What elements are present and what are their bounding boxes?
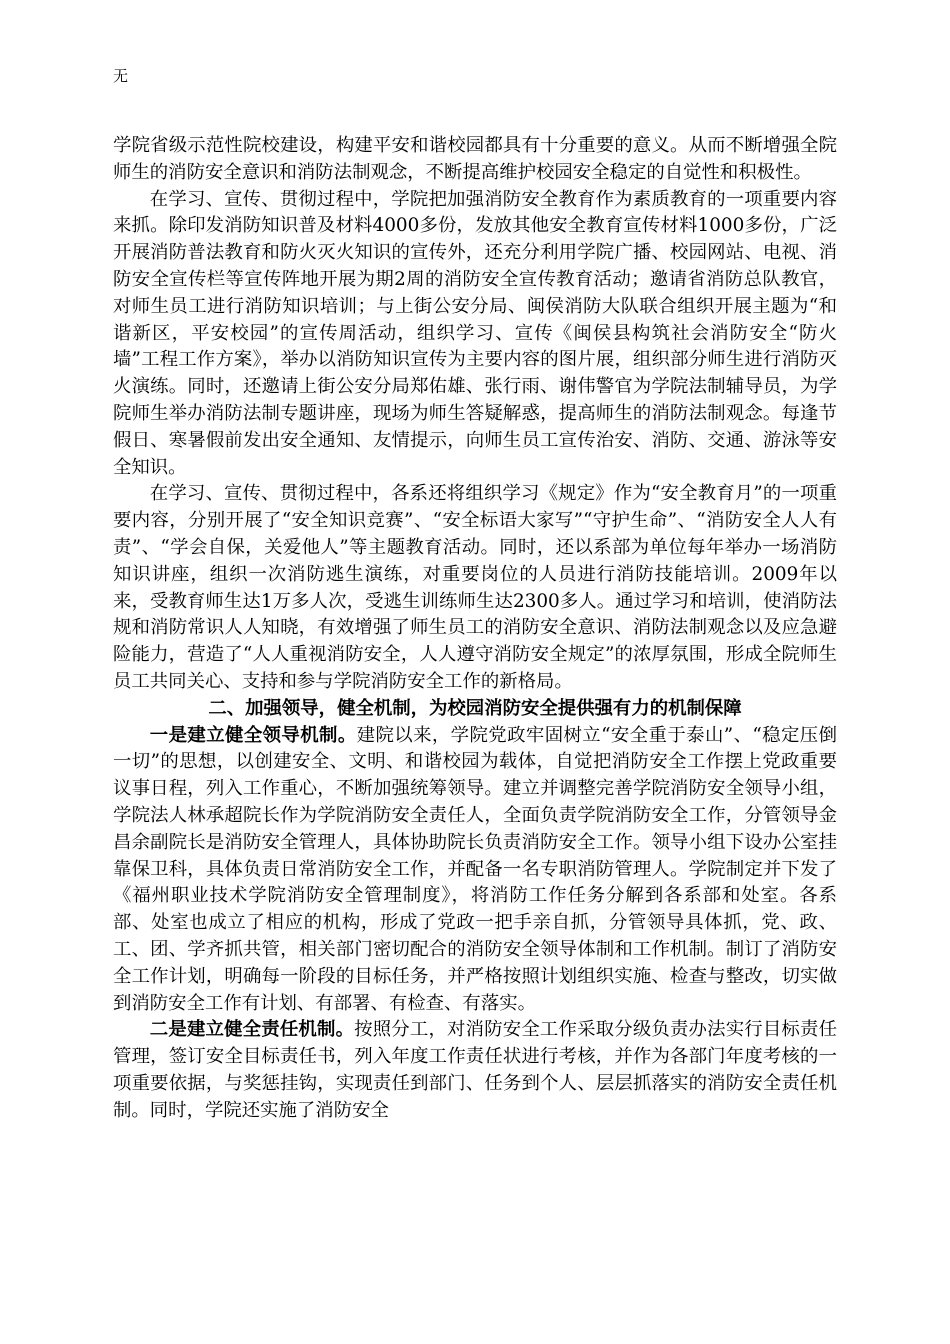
paragraph bbox=[113, 723, 837, 1018]
document-body bbox=[113, 133, 837, 1124]
paragraph bbox=[113, 1017, 837, 1124]
paragraph-lead: 一是建立健全领导机制。 bbox=[149, 724, 357, 746]
page-header: 无 bbox=[113, 67, 129, 85]
paragraph-text: 建院以来，学院党政牢固树立“安全重于泰山”、“稳定压倒一切”的思想，以创建安全、文明、和谐校园为载体，自觉把消防安全工作摆上党政重要议事日程，列入工作重心，不断加强统筹领导。建立并调整完善学院消防安全领导小组，学院法人林承超院长作为学院消防安全责任人，全面负责学院消防安全工作，分管领导金昌余副院长是消防安全管理人，具体协助院长负责消防安全工作。领导小组下设办公室挂靠保卫科，具体负责日常消防安全工作，并配备一名专职消防管理人。学院制定并下发了《福州职业技术学院消防安全管理制度》，将消防工作任务分解到各系部和处室。各系部、处室也成立了相应的机构，形成了党政一把手亲自抓，分管领导具体抓，党、政、工、团、学齐抓共管，相关部门密切配合的消防安全领导体制和工作机制。制订了消防安全工作计划，明确每一阶段的目标任务，并严格按照计划组织实施、检查与整改，切实做到消防安全工作有计划、有部署、有检查、有落实。 bbox=[113, 724, 837, 1014]
paragraph-lead: 二是建立健全责任机制。 bbox=[149, 1019, 355, 1041]
paragraph: 在学习、宣传、贯彻过程中，各系还将组织学习《规定》作为“安全教育月”的一项重要内容，分别开展了“安全知识竞赛”、“安全标语大家写”“守护生命”、“消防安全人人有责”、“学会自保，关爱他人”等主题教育活动。同时，还以系部为单位每年举办一场消防知识讲座，组织一次消防逃生演练，对重要岗位的人员进行消防技能培训。2009年以来，受教育师生达1万多人次，受逃生训练师生达2300多人。通过学习和培训，使消防法规和消防常识人人知晓，有效增强了师生员工的消防安全意识、消防法制观念以及应急避险能力，营造了“人人重视消防安全，人人遵守消防安全规定”的浓厚氛围，形成全院师生员工共同关心、支持和参与学院消防安全工作的新格局。 bbox=[113, 483, 837, 692]
paragraph: 学院省级示范性院校建设，构建平安和谐校园都具有十分重要的意义。从而不断增强全院师生的消防安全意识和消防法制观念，不断提高维护校园安全稳定的自觉性和积极性。 bbox=[113, 135, 837, 183]
paragraph: 在学习、宣传、贯彻过程中，学院把加强消防安全教育作为素质教育的一项重要内容来抓。除印发消防知识普及材料4000多份，发放其他安全教育宣传材料1000多份，广泛开展消防普法教育和防火灭火知识的宣传外，还充分利用学院广播、校园网站、电视、消防安全宣传栏等宣传阵地开展为期2周的消防安全宣传教育活动；邀请省消防总队教官，对师生员工进行消防知识培训；与上街公安分局、闽侯消防大队联合组织开展主题为“和谐新区，平安校园”的宣传周活动，组织学习、宣传《闽侯县构筑社会消防安全“防火墙”工程工作方案》，举办以消防知识宣传为主要内容的图片展，组织部分师生进行消防灭火演练。同时，还邀请上街公安分局郑佑雄、张行雨、谢伟警官为学院法制辅导员，为学院师生举办消防法制专题讲座，现场为师生答疑解惑，提高师生的消防法制观念。每逢节假日、寒暑假前发出安全通知、友情提示，向师生员工宣传治安、消防、交通、游泳等安全知识。 bbox=[113, 188, 837, 478]
paragraph-text: 按照分工，对消防安全工作采取分级负责办法实行目标责任管理，签订安全目标责任书，列入年度工作责任状进行考核，并作为各部门年度考核的一项重要依据，与奖惩挂钩，实现责任到部门、任务到个人、层层抓落实的消防安全责任机制。同时，学院还实施了消防安全 bbox=[113, 1019, 837, 1121]
section-heading: 二、加强领导，健全机制，为校园消防安全提供强有力的机制保障 bbox=[208, 697, 742, 719]
